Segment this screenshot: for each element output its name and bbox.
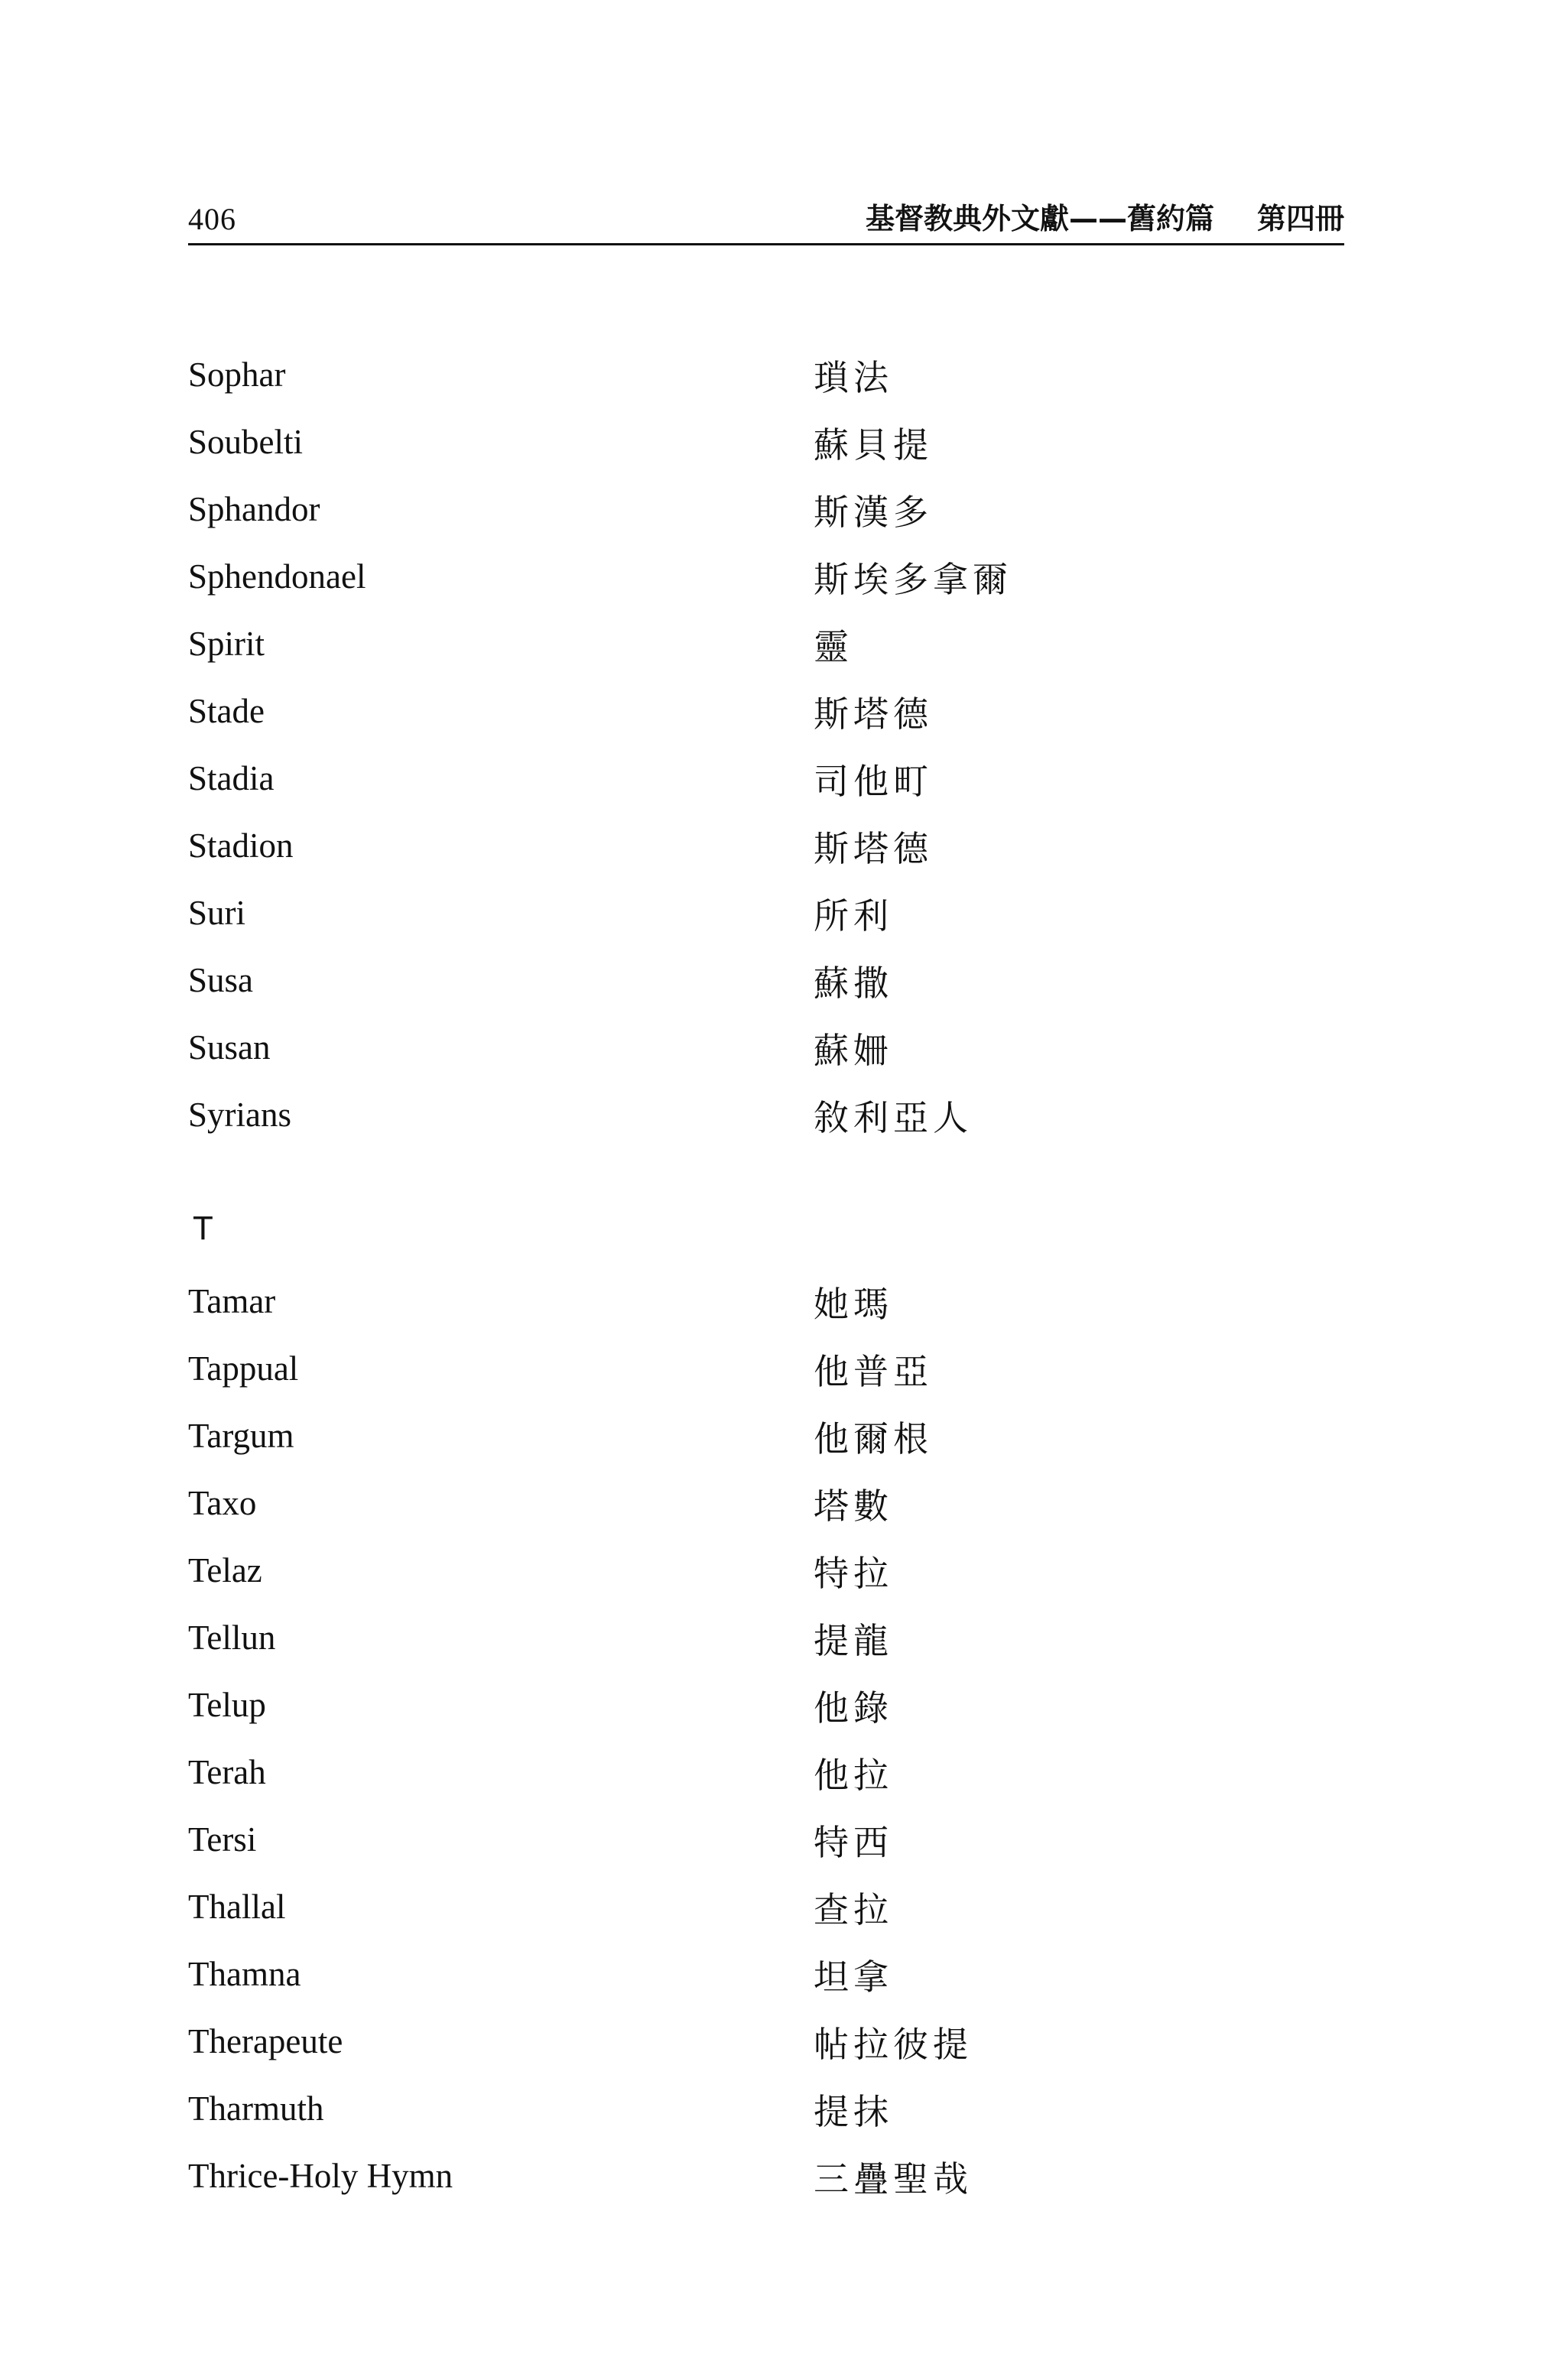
section-heading (188, 1187, 1344, 1268)
chinese-term: 蘇姍 (814, 1030, 893, 1071)
volume-label: 第四冊 (1256, 202, 1344, 235)
section-letter: T (193, 1209, 213, 1247)
glossary-entry (188, 341, 1344, 408)
glossary-entry (188, 1739, 1344, 1806)
chinese-term: 帖拉彼提 (814, 2024, 973, 2065)
english-term: Tersi (188, 1820, 257, 1859)
english-term: Soubelti (188, 423, 304, 461)
chinese-term: 蘇貝提 (814, 424, 933, 466)
glossary-entry (188, 2008, 1344, 2075)
english-term: Sphendonael (188, 557, 366, 596)
chinese-term: 他普亞 (814, 1351, 933, 1392)
english-term: Tellun (188, 1619, 276, 1657)
chinese-term: 斯塔德 (814, 693, 933, 735)
english-term: Thrice-Holy Hymn (188, 2157, 453, 2195)
chinese-term: 提抹 (814, 2091, 893, 2132)
glossary-entry (188, 1335, 1344, 1402)
english-term: Targum (188, 1417, 294, 1455)
glossary-entry (188, 476, 1344, 543)
chinese-term: 他錄 (814, 1687, 893, 1729)
glossary-entry (188, 1469, 1344, 1537)
chinese-term: 所利 (814, 895, 893, 937)
page-header (188, 188, 1344, 245)
glossary-entry (188, 2075, 1344, 2142)
chinese-term: 她瑪 (814, 1284, 893, 1325)
glossary-entry (188, 946, 1344, 1014)
glossary-entry (188, 879, 1344, 946)
glossary-entry (188, 1671, 1344, 1739)
glossary-entry (188, 1537, 1344, 1604)
chinese-term: 他爾根 (814, 1418, 933, 1459)
chinese-term: 提龍 (814, 1620, 893, 1661)
chinese-term: 坦拿 (814, 1956, 893, 1998)
glossary-entry (188, 408, 1344, 476)
running-title (866, 195, 1344, 237)
chinese-term: 斯塔德 (814, 828, 933, 869)
english-term: Stadia (188, 759, 275, 797)
english-term: Thallal (188, 1888, 286, 1926)
glossary-entry (188, 1081, 1344, 1148)
english-term: Telup (188, 1686, 266, 1724)
english-term: Thamna (188, 1955, 301, 1993)
glossary-entry (188, 610, 1344, 677)
glossary-entry (188, 2142, 1344, 2210)
english-term: Taxo (188, 1484, 257, 1522)
glossary-entry (188, 1268, 1344, 1335)
chinese-term: 敘利亞人 (814, 1097, 973, 1138)
glossary-entry (188, 677, 1344, 745)
chinese-term: 三疊聖哉 (814, 2158, 973, 2200)
glossary-entry (188, 745, 1344, 812)
english-term: Susa (188, 961, 254, 999)
chinese-term: 特拉 (814, 1553, 893, 1594)
glossary-list (188, 341, 1344, 2210)
english-term: Sphandor (188, 490, 320, 528)
glossary-entry (188, 1940, 1344, 2008)
english-term: Syrians (188, 1096, 291, 1134)
glossary-entry (188, 1402, 1344, 1469)
english-term: Telaz (188, 1551, 262, 1589)
book-title: 基督教典外文獻——舊約篇 (865, 202, 1214, 235)
chinese-term: 斯漢多 (814, 492, 933, 533)
chinese-term: 塔數 (814, 1485, 893, 1527)
chinese-term: 瑣法 (814, 357, 893, 398)
english-term: Terah (188, 1753, 266, 1791)
chinese-term: 他拉 (814, 1755, 893, 1796)
english-term: Sophar (188, 356, 286, 394)
english-term: Tharmuth (188, 2089, 324, 2128)
english-term: Stadion (188, 826, 294, 865)
english-term: Stade (188, 692, 265, 730)
chinese-term: 蘇撒 (814, 963, 893, 1004)
english-term: Spirit (188, 625, 265, 663)
glossary-entry (188, 1604, 1344, 1671)
chinese-term: 查拉 (814, 1889, 893, 1930)
english-term: Suri (188, 894, 246, 932)
glossary-entry (188, 543, 1344, 610)
chinese-term: 斯埃多拿爾 (814, 559, 1012, 600)
glossary-entry (188, 812, 1344, 879)
english-term: Susan (188, 1028, 271, 1067)
english-term: Tappual (188, 1349, 299, 1388)
glossary-entry (188, 1873, 1344, 1940)
page-number: 406 (188, 202, 236, 236)
english-term: Tamar (188, 1282, 276, 1320)
chinese-term: 靈 (814, 626, 853, 667)
english-term: Therapeute (188, 2022, 343, 2060)
glossary-entry (188, 1806, 1344, 1873)
glossary-entry (188, 1014, 1344, 1081)
chinese-term: 司他町 (814, 761, 933, 802)
chinese-term: 特西 (814, 1822, 893, 1863)
